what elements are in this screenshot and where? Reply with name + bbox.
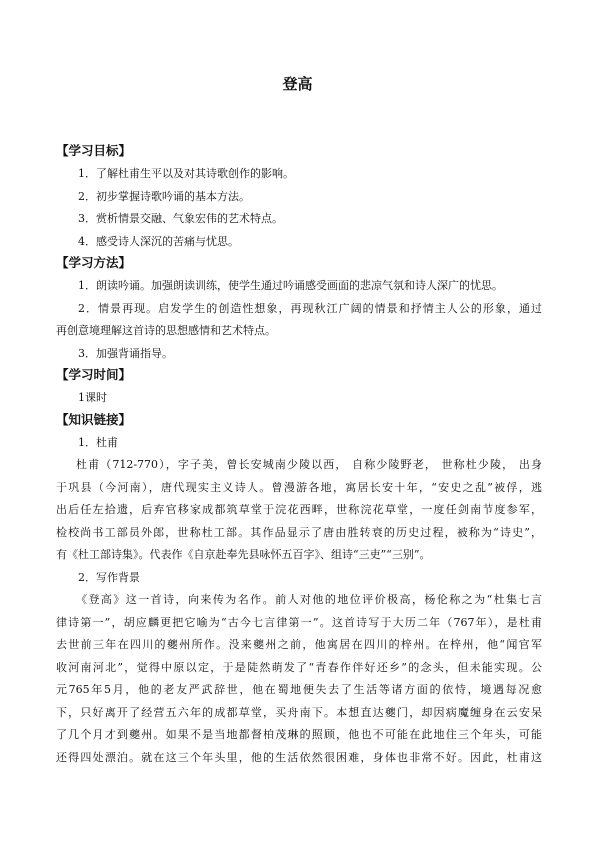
goal-item: 2．初步掌握诗歌吟诵的基本方法。: [78, 189, 250, 203]
dufu-paragraph-line: 检校尚书工部员外郎，世称杜工部。其作品显示了唐由胜转衰的历史过程，被称为“诗史”，: [56, 525, 542, 539]
subheading-dufu: 1．杜甫: [78, 435, 118, 449]
subheading-background: 2．写作背景: [78, 570, 140, 584]
method-line: 2．情景再现。启发学生的创造性想象，再现秋江广阔的情景和抒情主人公的形象，通过: [78, 301, 542, 315]
method-line: 1．朗读吟诵。加强朗读训练，使学生通过吟诵感受画面的悲凉气氛和诗人深广的忧思。: [78, 279, 503, 292]
background-paragraph-line: 律诗第一”，胡应麟更把它喻为“古今七言律第一”。这首诗写于大历二年（767年），是杜甫: [56, 615, 542, 629]
dufu-paragraph-line: 杜甫（712-770），字子美，曾长安城南少陵以西， 自称少陵野老， 世称杜少陵， 出身: [76, 458, 542, 471]
background-paragraph-line: 了几个月才到夔州。如果不是当地都督柏茂琳的照顾，他也不可能在此地住三个年头，可能: [56, 728, 542, 741]
section-heading-knowledge: 【知识链接】: [56, 411, 132, 427]
background-paragraph-line: 还得四处漂泊。就在这三个年头里，他的生活依然很困难，身体也非常不好。因此，杜甫这: [56, 750, 542, 764]
section-heading-methods: 【学习方法】: [56, 255, 132, 270]
dufu-paragraph-line: 有《杜工部诗集》。代表作《自京赴奉先县咏怀五百字》、组诗“三吏”“三别”。: [56, 548, 431, 561]
dufu-paragraph-line: 于巩县（今河南），唐代现实主义诗人。曾漫游各地，寓居长安十年，“安史之乱”被俘，逃: [56, 480, 542, 494]
method-line: 3．加强背诵指导。: [78, 346, 173, 360]
goal-item: 4．感受诗人深沉的苦痛与忧思。: [78, 234, 239, 248]
background-paragraph-line: 去世前三年在四川的夔州所作。没来夔州之前，他寓居在四川的梓州。在梓州，他“闻官军: [56, 638, 542, 651]
section-heading-goals: 【学习目标】: [56, 143, 132, 158]
section-heading-time: 【学习时间】: [56, 367, 132, 382]
method-line: 再创意境理解这首诗的思想感情和艺术特点。: [56, 324, 276, 337]
study-time-value: 1课时: [78, 391, 107, 404]
page-title: 登高: [282, 75, 313, 93]
background-paragraph-line: 下，只好离开了经营五六年的成都草堂，买舟南下。本想直达夔门，却因病魔缠身在云安呆: [56, 705, 542, 719]
document-body: [56, 141, 542, 769]
dufu-paragraph-line: 出后任左拾遗，后弃官移家成都筑草堂于浣花西畔，世称浣花草堂，一度任剑南节度参军，: [56, 503, 542, 516]
background-paragraph-line: 收河南河北”，觉得中原以定，于是陡然萌发了“青春作伴好还乡”的念头，但未能实现。公: [56, 660, 542, 674]
background-paragraph-line: 《登高》这一首诗，向来传为名作。前人对他的地位评价极高，杨伦称之为“杜集七言: [76, 593, 542, 606]
goal-item: 3．赏析情景交融、气象宏伟的艺术特点。: [78, 212, 283, 225]
goal-item: 1．了解杜甫生平以及对其诗歌创作的影响。: [78, 167, 294, 180]
background-paragraph-line: 元765年5月，他的老友严武辞世，他在蜀地便失去了生活等诸方面的依恃，境遇每况愈: [56, 683, 542, 696]
